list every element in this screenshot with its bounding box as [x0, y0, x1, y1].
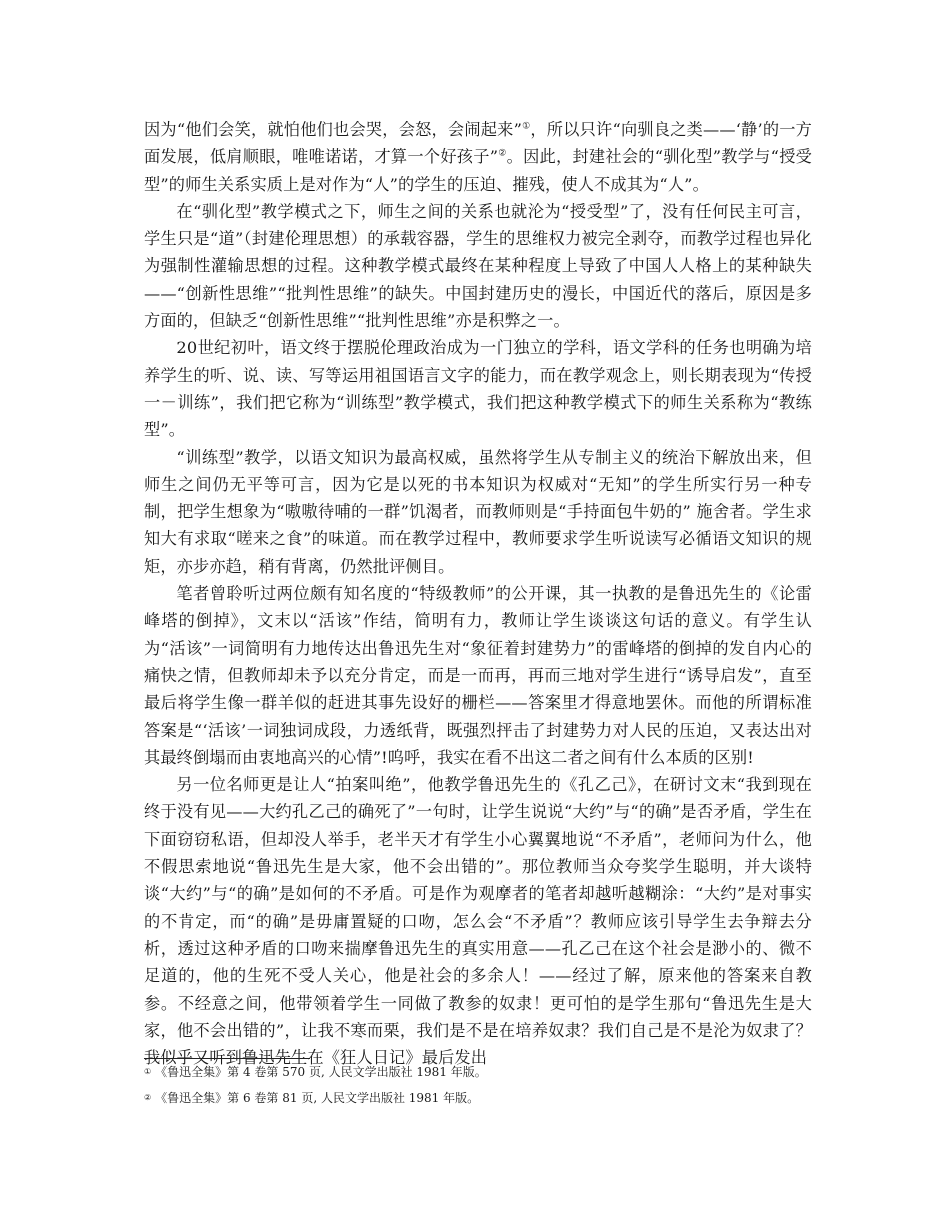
footnote-text: 《鲁迅全集》第 4 卷第 570 页, 人民文学出版社 1981 年版。 — [155, 1065, 487, 1079]
footnote-text: 《鲁迅全集》第 6 卷第 81 页, 人民文学出版社 1981 年版。 — [155, 1091, 480, 1105]
text-run: 20世纪初叶，语文终于摆脱伦理政治成为一门独立的学科，语文学科的任务也明确为培养学生的听、说、读、写等运用祖国语言文字的能力，而在教学观念上，则长期表现为“传授一－训练”，我们把它称为“训练型”教学模式，我们把这种教学模式下的师生关系称为“教练型”。 — [144, 338, 812, 440]
text-run: “训练型”教学，以语文知识为最高权威，虽然将学生从专制主义的统治下解放出来，但师生之间仍无平等可言，因为它是以死的书本知识为权威对“无知”的学生所实行另一种专制，把学生想象为“嗷嗷待哺的一群”饥渴者，而教师则是“手持面包牛奶的” 施舍者。学生求知大有求取“嗟来之食”的味道。而在教学过程中，教师要求学生听说读写必循语文知识的规矩，亦步亦趋，稍有背离，仍然批评侧目。 — [144, 447, 812, 576]
text-run: 笔者曾聆听过两位颇有知名度的“特级教师”的公开课，其一执教的是鲁迅先生的《论雷峰塔的倒掉》，文末以“活该”作结，简明有力，教师让学生谈谈这句话的意义。有学生认为“活该”一词简明有力地传达出鲁迅先生对“象征着封建势力”的雷峰塔的倒掉的发自内心的痛快之情，但教师却未予以充分肯定，而是一而再，再而三地对学生进行“诱导启发”，直至最后将学生像一群羊似的赶进其事先设好的栅栏——答案里才得意地罢休。而他的所谓标准答案是“‘活该’一词独词成段，力透纸背，既强烈抨击了封建势力对人民的压迫，又表达出对其最终倒塌而由衷地高兴的心情”!呜呼，我实在看不出这二者之间有什么本质的区别! — [144, 584, 812, 767]
paragraph-3 — [144, 334, 812, 443]
text-run: 因为“他们会笑，就怕他们也会哭，会怒，会闹起来” — [144, 120, 523, 139]
text-run: 。因此，封建社会的“驯化型”教学与“授受型”的师生关系实质上是对作为“人”的学生的压迫、摧残，使人不成其为“人”。 — [144, 147, 812, 194]
footnote-mark: ② — [144, 1093, 152, 1102]
text-run: 另一位名师更是让人“拍案叫绝”，他教学鲁迅先生的《孔乙己》，在研讨文末“我到现在终于没有见——大约孔乙己的确死了”一句时，让学生说说“大约”与“的确”是否矛盾，学生在下面窃窃私语，但却没人举手，老半天才有学生小心翼翼地说“不矛盾”，老师问为什么，他不假思索地说“鲁迅先生是大家，他不会出错的”。那位教师当众夸奖学生聪明，并大谈特谈“大约”与“的确”是如何的不矛盾。可是作为观摩者的笔者却越听越糊涂：“大约”是对事实的不肯定，而“的确”是毋庸置疑的口吻，怎么会“不矛盾”？教师应该引导学生去争辩去分析，透过这种矛盾的口吻来揣摩鲁迅先生的真实用意——孔乙己在这个社会是渺小的、微不足道的，他的生死不受人关心，他是社会的多余人！——经过了解，原来他的答案来自教参。不经意之间，他带领着学生一同做了教参的奴隶！更可怕的是学生那句“鲁迅先生是大家，他不会出错的”，让我不寒而栗，我们是不是在培养奴隶？我们自己是不是沦为奴隶了？我似乎又听到鲁迅先生在《狂人日记》最后发出 — [144, 775, 812, 1068]
body-text — [144, 116, 812, 1071]
paragraph-6 — [144, 771, 812, 1071]
paragraph-5 — [144, 580, 812, 771]
text-run: ，所以只许“向驯良之类——‘静’的一方面发展，低肩顺眼，唯唯诺诺，才算一个好孩子” — [144, 120, 813, 167]
footnote-divider — [144, 1058, 310, 1059]
footnote-ref-2: ② — [498, 148, 507, 159]
footnote-2 — [144, 1090, 812, 1106]
footnote-1 — [144, 1064, 812, 1080]
text-run: 在“驯化型”教学模式之下，师生之间的关系也就沦为“授受型”了，没有任何民主可言，学生只是“道”（封建伦理思想）的承载容器，学生的思维权力被完全剥夺，而教学过程也异化为强制性灌输思想的过程。这种教学模式最终在某种程度上导致了中国人人格上的某种缺失——“创新性思维”“批判性思维”的缺失。中国封建历史的漫长，中国近代的落后，原因是多方面的，但缺乏“创新性思维”“批判性思维”亦是积弊之一。 — [144, 201, 812, 331]
paragraph-4 — [144, 444, 812, 580]
paragraph-2 — [144, 198, 812, 334]
footnotes — [144, 1064, 812, 1116]
footnote-mark: ① — [144, 1067, 152, 1076]
footnote-ref-1: ① — [522, 121, 531, 132]
paragraph-1 — [144, 116, 812, 198]
